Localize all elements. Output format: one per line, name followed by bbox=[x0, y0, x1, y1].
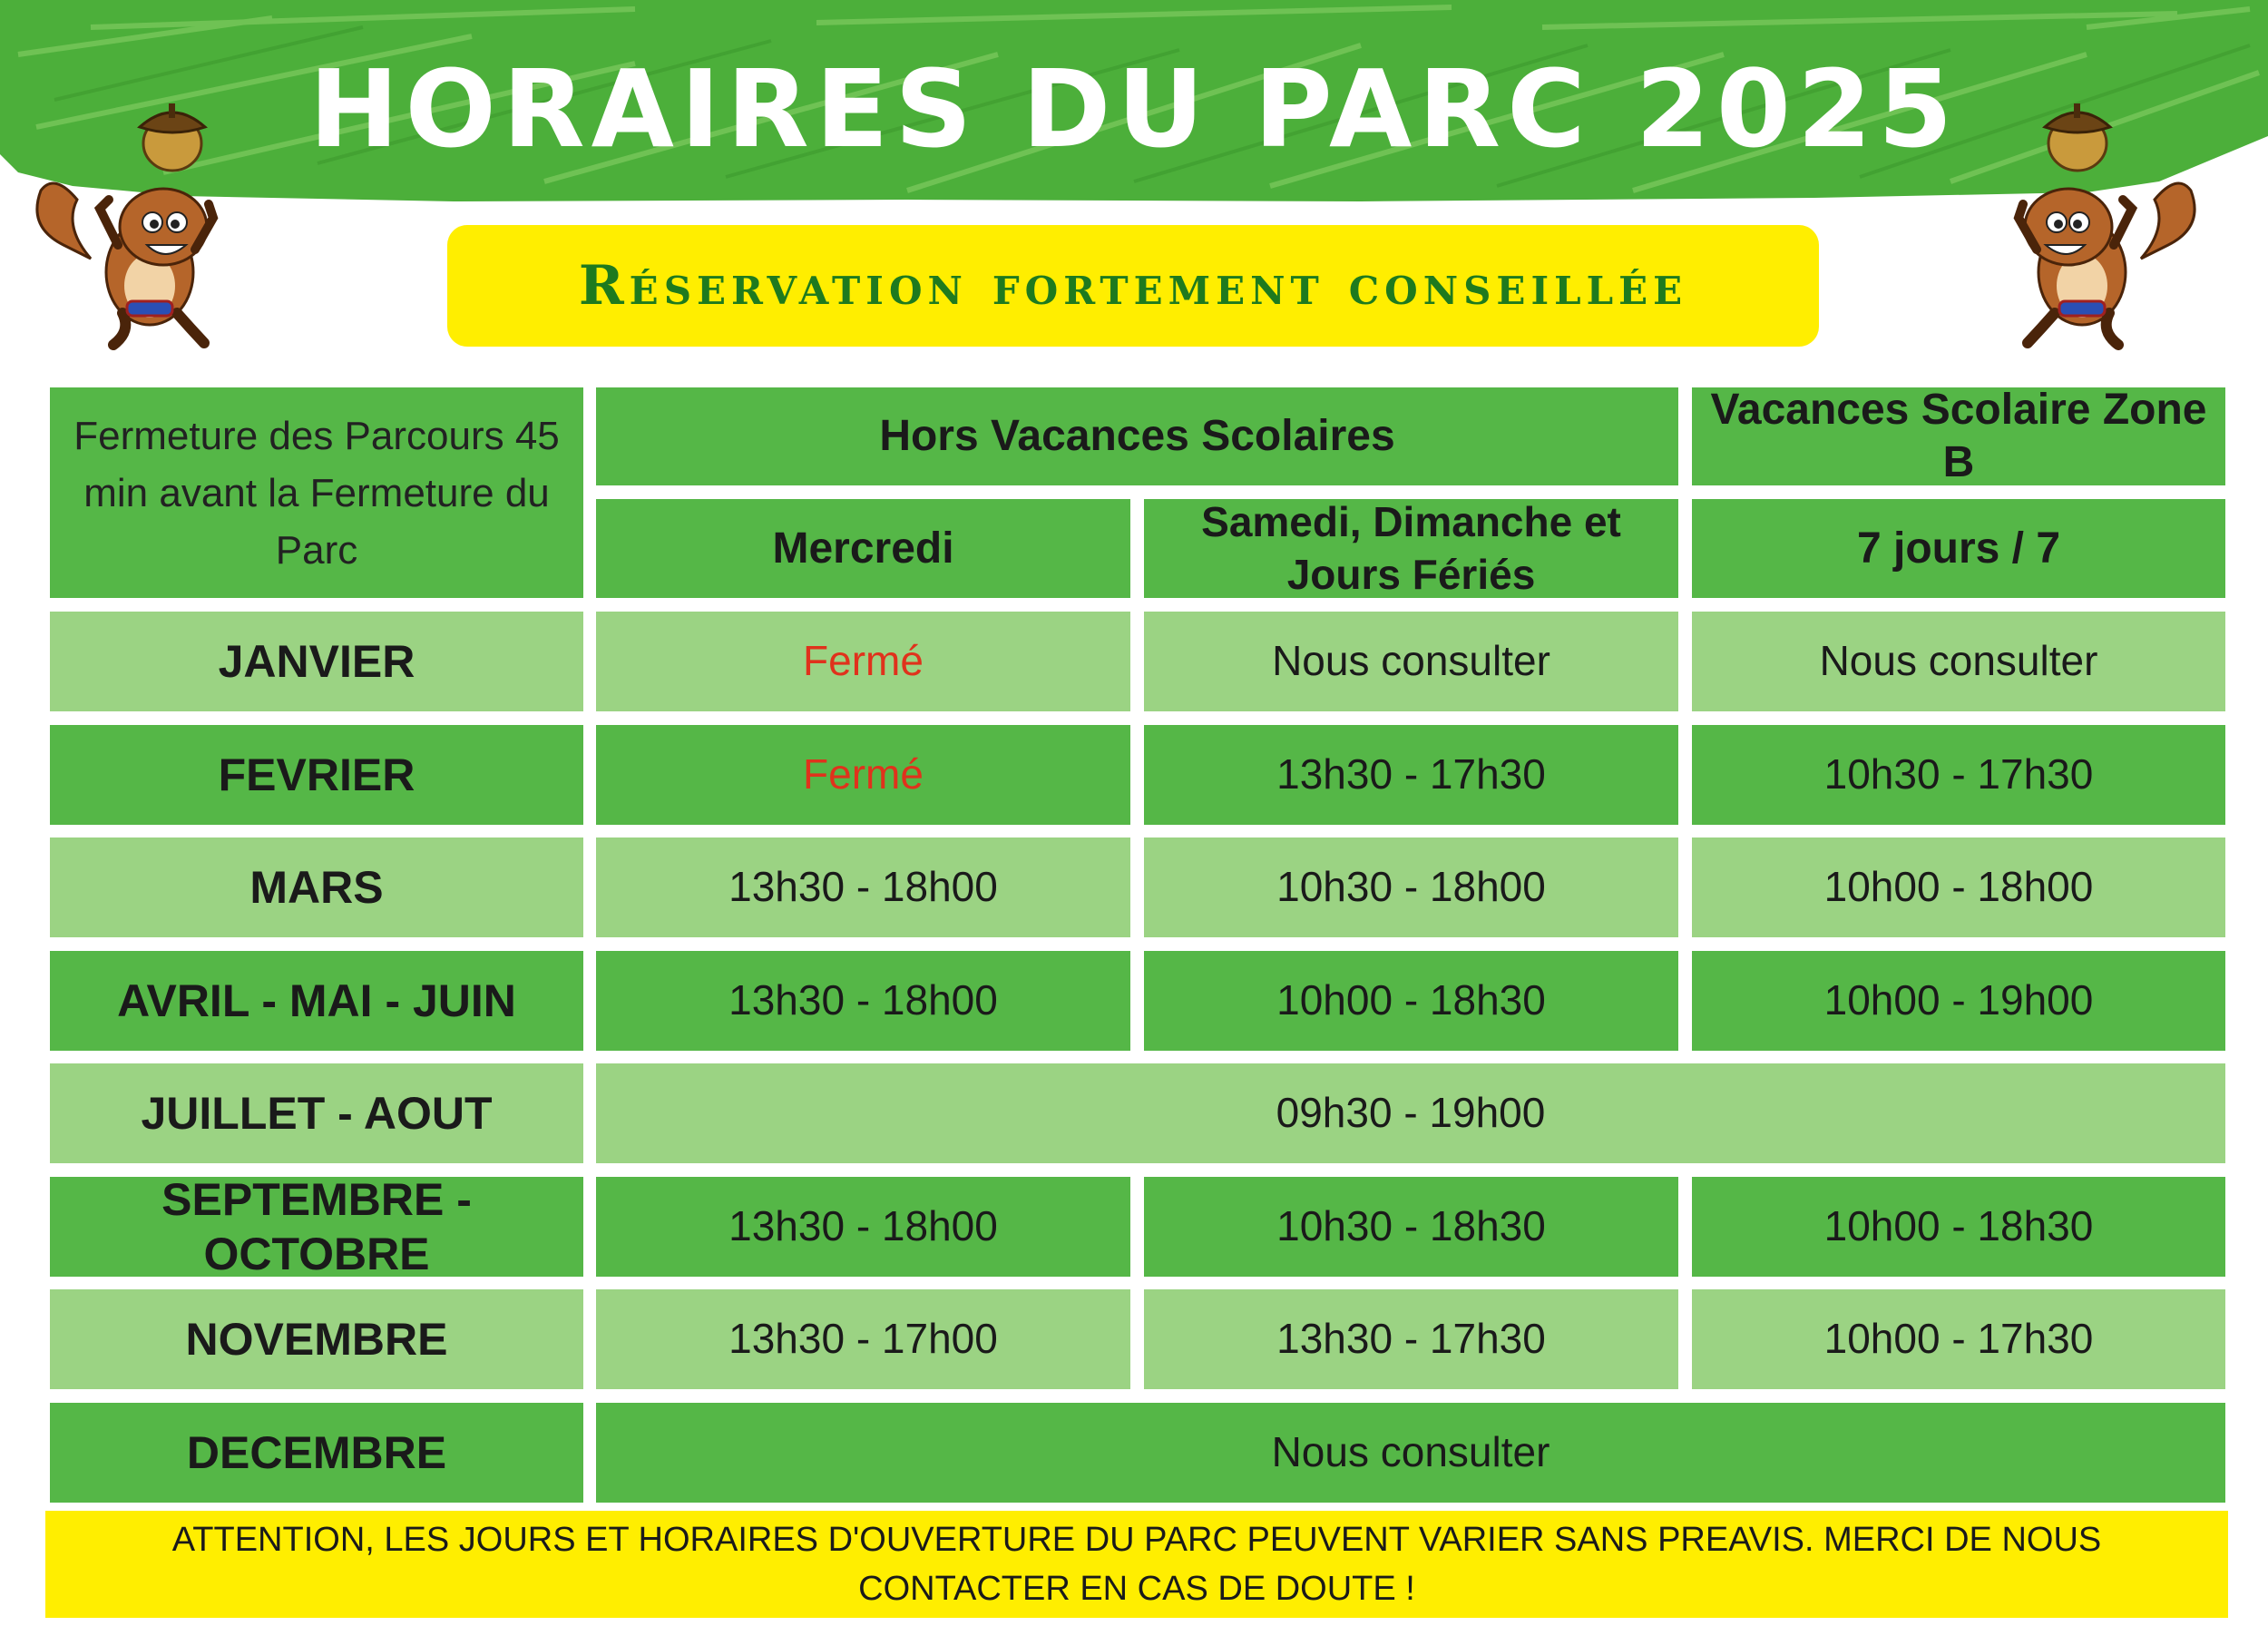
weekend-hours-cell-text: 13h30 - 17h30 bbox=[1276, 1315, 1546, 1363]
month-cell bbox=[50, 612, 583, 711]
mercredi-hours-cell bbox=[596, 1177, 1130, 1277]
weekend-hours-cell-text: 10h00 - 18h30 bbox=[1276, 976, 1546, 1024]
mercredi-hours-cell-text: 13h30 - 18h00 bbox=[728, 863, 998, 911]
month-cell bbox=[50, 1174, 583, 1279]
month-cell-text: DECEMBRE bbox=[186, 1427, 447, 1478]
mercredi-hours-cell bbox=[596, 1289, 1130, 1389]
merged-hours-cell bbox=[596, 1403, 2225, 1503]
vacances-hours-cell bbox=[1692, 725, 2225, 825]
vacances-hours-cell-text: 10h00 - 18h00 bbox=[1823, 863, 2094, 911]
weekend-hours-cell-text: 10h30 - 18h00 bbox=[1276, 863, 1546, 911]
mercredi-hours-cell bbox=[596, 951, 1130, 1051]
header-mercredi-label: Mercredi bbox=[772, 524, 954, 573]
weekend-hours-cell bbox=[1144, 951, 1678, 1051]
reservation-text: Réservation fortement conseillée bbox=[578, 254, 1688, 318]
mercredi-hours-cell bbox=[596, 837, 1130, 937]
acorn-icon bbox=[140, 103, 205, 171]
weekend-hours-cell bbox=[1144, 612, 1678, 711]
weekend-hours-cell-text: 10h30 - 18h30 bbox=[1276, 1202, 1546, 1250]
mercredi-hours-cell-text: 13h30 - 18h00 bbox=[728, 976, 998, 1024]
vacances-hours-cell-text: 10h30 - 17h30 bbox=[1823, 750, 2094, 798]
vacances-hours-cell bbox=[1692, 837, 2225, 937]
vacances-hours-cell bbox=[1692, 1177, 2225, 1277]
vacances-hours-cell bbox=[1692, 1289, 2225, 1389]
mercredi-hours-cell-text: Fermé bbox=[803, 750, 924, 798]
header-7-jours bbox=[1692, 499, 2225, 598]
header-weekend bbox=[1144, 499, 1678, 598]
weekend-hours-cell-text: Nous consulter bbox=[1272, 637, 1550, 685]
merged-hours-cell bbox=[596, 1063, 2225, 1163]
header-vacances-zone-b bbox=[1692, 387, 2225, 485]
weekend-hours-cell bbox=[1144, 837, 1678, 937]
reservation-banner bbox=[447, 225, 1819, 347]
month-cell bbox=[50, 725, 583, 825]
vacances-hours-cell bbox=[1692, 951, 2225, 1051]
mercredi-hours-cell-text: 13h30 - 17h00 bbox=[728, 1315, 998, 1363]
vacances-hours-cell bbox=[1692, 612, 2225, 711]
merged-hours-cell-text: 09h30 - 19h00 bbox=[1276, 1089, 1546, 1137]
vacances-hours-cell-text: Nous consulter bbox=[1819, 637, 2098, 685]
month-cell-text: MARS bbox=[249, 862, 384, 913]
vacances-hours-cell-text: 10h00 - 19h00 bbox=[1823, 976, 2094, 1024]
month-cell-text: SEPTEMBRE -OCTOBRE bbox=[161, 1174, 472, 1279]
month-cell bbox=[50, 837, 583, 937]
month-cell-text: NOVEMBRE bbox=[185, 1314, 448, 1365]
closing-note-cell bbox=[50, 387, 583, 598]
weekend-hours-cell bbox=[1144, 1289, 1678, 1389]
month-cell-text: JUILLET - AOUT bbox=[141, 1088, 493, 1139]
closing-note: Fermeture des Parcours 45 min avant la Fermeture du Parc bbox=[73, 413, 560, 573]
month-cell bbox=[50, 1289, 583, 1389]
mercredi-hours-cell-text: 13h30 - 18h00 bbox=[728, 1202, 998, 1250]
weekend-hours-cell bbox=[1144, 725, 1678, 825]
month-cell bbox=[50, 951, 583, 1051]
header-hors-vacances bbox=[596, 387, 1678, 485]
header-weekend-label: Samedi, Dimanche et Jours Fériés bbox=[1201, 498, 1621, 598]
vacances-hours-cell-text: 10h00 - 17h30 bbox=[1823, 1315, 2094, 1363]
weekend-hours-cell bbox=[1144, 1177, 1678, 1277]
page-title: HORAIRES DU PARC 2025 bbox=[308, 46, 1960, 171]
month-cell bbox=[50, 1063, 583, 1163]
header-7-jours-label: 7 jours / 7 bbox=[1856, 524, 2061, 573]
mercredi-hours-cell-text: Fermé bbox=[803, 637, 924, 685]
squirrel-icon bbox=[1996, 91, 2204, 363]
merged-hours-cell-text: Nous consulter bbox=[1271, 1428, 1550, 1476]
vacances-hours-cell-text: 10h00 - 18h30 bbox=[1823, 1202, 2094, 1250]
title-banner bbox=[0, 0, 2268, 207]
warning-footer bbox=[45, 1511, 2228, 1618]
month-cell-text: FEVRIER bbox=[218, 749, 415, 800]
weekend-hours-cell-text: 13h30 - 17h30 bbox=[1276, 750, 1546, 798]
header-mercredi bbox=[596, 499, 1130, 598]
header-hors-vacances-label: Hors Vacances Scolaires bbox=[879, 412, 1395, 461]
month-cell-text: AVRIL - MAI - JUIN bbox=[117, 975, 516, 1026]
warning-text: ATTENTION, LES JOURS ET HORAIRES D'OUVERTURE DU PARC PEUVENT VARIER SANS PREAVIS. MERCI DE NOUS CONTACTER EN CAS DE DOUTE ! bbox=[171, 1521, 2102, 1608]
mercredi-hours-cell bbox=[596, 725, 1130, 825]
header-vacances-label: Vacances Scolaire Zone B bbox=[1710, 386, 2207, 486]
mercredi-hours-cell bbox=[596, 612, 1130, 711]
acorn-icon bbox=[2045, 103, 2110, 171]
squirrel-icon bbox=[27, 91, 236, 363]
month-cell bbox=[50, 1403, 583, 1503]
month-cell-text: JANVIER bbox=[218, 636, 415, 687]
